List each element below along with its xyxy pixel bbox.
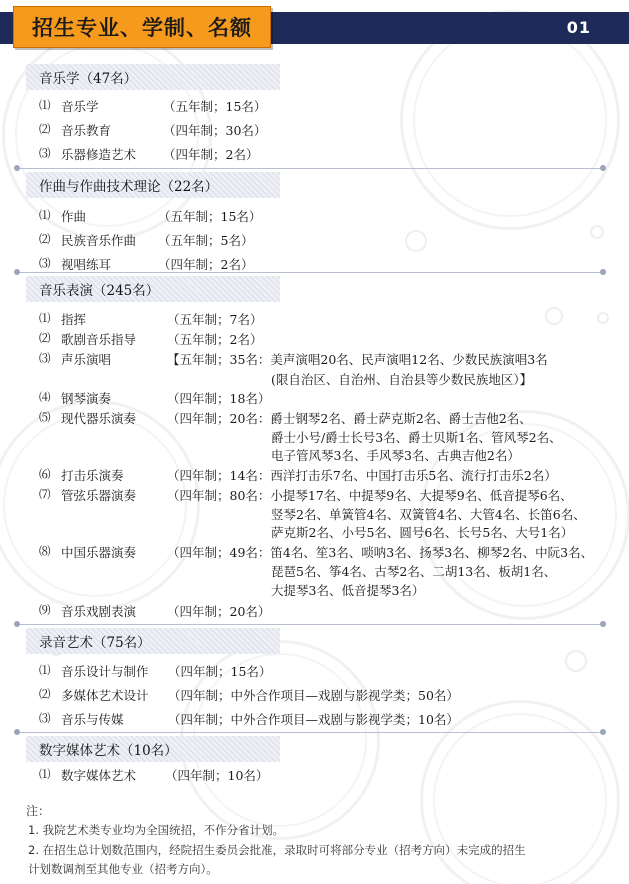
item-name: 中国乐器演奏 xyxy=(61,545,137,560)
item-meta: （四年制；中外合作项目—戏剧与影视学类；50名） xyxy=(168,688,459,703)
item-number: ⑷ xyxy=(39,390,51,404)
item-meta: （四年制；15名） xyxy=(168,664,272,679)
item-meta: 【五年制；35名：美声演唱20名、民声演唱12名、少数民族演唱3名 xyxy=(167,352,548,367)
item-number: ⑵ xyxy=(39,331,51,345)
item-number: ⑸ xyxy=(39,410,51,424)
section-divider xyxy=(16,272,604,273)
item-number: ⑵ xyxy=(39,122,51,136)
note-line: 计划数调剂至其他专业（招考方向）。 xyxy=(28,862,218,876)
item-name: 多媒体艺术设计 xyxy=(61,688,149,703)
item-number: ⑹ xyxy=(39,467,51,481)
item-meta: （五年制；7名） xyxy=(167,312,263,327)
section-divider xyxy=(16,168,604,169)
section-heading: 录音艺术（75名） xyxy=(26,628,280,654)
item-name: 声乐演唱 xyxy=(61,352,112,367)
section-divider xyxy=(16,732,604,733)
item-meta-continued: 爵士小号/爵士长号3名、爵士贝斯1名、管风琴2名、 xyxy=(271,430,562,445)
item-name: 打击乐演奏 xyxy=(61,468,124,483)
item-meta: （四年制；2名） xyxy=(163,147,259,162)
item-name: 管弦乐器演奏 xyxy=(61,488,137,503)
section-divider xyxy=(16,624,604,625)
item-number: ⑶ xyxy=(39,351,51,365)
item-meta: （五年制；5名） xyxy=(158,233,254,248)
item-number: ⑶ xyxy=(39,256,51,270)
item-name: 民族音乐作曲 xyxy=(61,233,137,248)
item-meta: （四年制；20名） xyxy=(167,604,271,619)
section-heading: 作曲与作曲技术理论（22名） xyxy=(26,172,280,198)
item-number: ⑻ xyxy=(39,544,51,558)
item-meta-continued: 琵琶5名、筝4名、古琴2名、二胡13名、板胡1名、 xyxy=(271,564,557,579)
watermark-seal xyxy=(0,400,200,610)
item-meta: （五年制；15名） xyxy=(163,99,267,114)
item-name: 钢琴演奏 xyxy=(61,391,112,406)
item-number: ⑴ xyxy=(39,311,51,325)
section-heading: 音乐学（47名） xyxy=(26,64,280,90)
watermark-dot xyxy=(597,312,609,324)
item-name: 作曲 xyxy=(61,209,87,224)
item-number: ⑶ xyxy=(39,146,51,160)
item-meta-continued: (限自治区、自治州、自治县等少数民族地区）】 xyxy=(271,372,533,387)
item-name: 乐器修造艺术 xyxy=(61,147,137,162)
item-meta-continued: 竖琴2名、单簧管4名、双簧管4名、大管4名、长笛6名、 xyxy=(271,507,586,522)
item-meta-continued: 电子管风琴3名、手风琴3名、古典吉他2名） xyxy=(271,448,520,463)
item-number: ⑴ xyxy=(39,767,51,781)
watermark-dot xyxy=(545,307,563,325)
item-name: 现代器乐演奏 xyxy=(61,411,137,426)
watermark-dot xyxy=(590,225,604,239)
item-number: ⑴ xyxy=(39,98,51,112)
item-number: ⑺ xyxy=(39,487,51,501)
page-title: 招生专业、学制、名额 xyxy=(32,16,252,40)
page-number: 01 xyxy=(566,18,591,37)
watermark-dot xyxy=(405,230,427,252)
item-name: 音乐设计与制作 xyxy=(61,664,149,679)
item-meta: （四年制；2名） xyxy=(158,257,254,272)
item-meta: （四年制；49名：笛4名、笙3名、唢呐3名、扬琴3名、柳琴2名、中阮3名、 xyxy=(167,545,594,560)
item-number: ⑴ xyxy=(39,663,51,677)
item-meta: （四年制；20名：爵士钢琴2名、爵士萨克斯2名、爵士吉他2名、 xyxy=(167,411,532,426)
item-meta-continued: 大提琴3名、低音提琴3名） xyxy=(271,583,425,598)
item-number: ⑶ xyxy=(39,711,51,725)
item-meta-continued: 萨克斯2名、小号5名、圆号6名、长号5名、大号1名） xyxy=(271,525,574,540)
item-name: 音乐与传媒 xyxy=(61,712,124,727)
notes-title: 注： xyxy=(26,804,51,818)
section-heading: 数字媒体艺术（10名） xyxy=(26,736,280,762)
item-name: 音乐学 xyxy=(61,99,99,114)
item-number: ⑵ xyxy=(39,232,51,246)
item-meta: （四年制；80名：小提琴17名、中提琴9名、大提琴9名、低音提琴6名、 xyxy=(167,488,573,503)
item-number: ⑴ xyxy=(39,208,51,222)
item-name: 指挥 xyxy=(61,312,87,327)
item-name: 歌剧音乐指导 xyxy=(61,332,137,347)
item-meta: （四年制；30名） xyxy=(163,123,267,138)
item-meta: （五年制；2名） xyxy=(167,332,263,347)
item-meta: （四年制；10名） xyxy=(165,768,269,783)
item-number: ⑵ xyxy=(39,687,51,701)
item-meta: （四年制；18名） xyxy=(167,391,271,406)
item-name: 数字媒体艺术 xyxy=(61,768,137,783)
item-meta: （四年制；中外合作项目—戏剧与影视学类；10名） xyxy=(168,712,459,727)
item-name: 视唱练耳 xyxy=(61,257,112,272)
note-line: 1. 我院艺术类专业均为全国统招，不作分省计划。 xyxy=(28,823,285,837)
note-line: 2. 在招生总计划数范围内，经院招生委员会批准，录取时可将部分专业（招考方向）未完成的招生 xyxy=(28,843,526,857)
section-heading: 音乐表演（245名） xyxy=(26,276,280,302)
watermark-dot xyxy=(565,650,587,672)
item-number: ⑼ xyxy=(39,603,51,617)
item-meta: （四年制；14名：西洋打击乐7名、中国打击乐5名、流行打击乐2名） xyxy=(167,468,557,483)
item-name: 音乐教育 xyxy=(61,123,112,138)
item-meta: （五年制；15名） xyxy=(158,209,262,224)
header-title-box xyxy=(13,6,271,48)
item-name: 音乐戏剧表演 xyxy=(61,604,137,619)
